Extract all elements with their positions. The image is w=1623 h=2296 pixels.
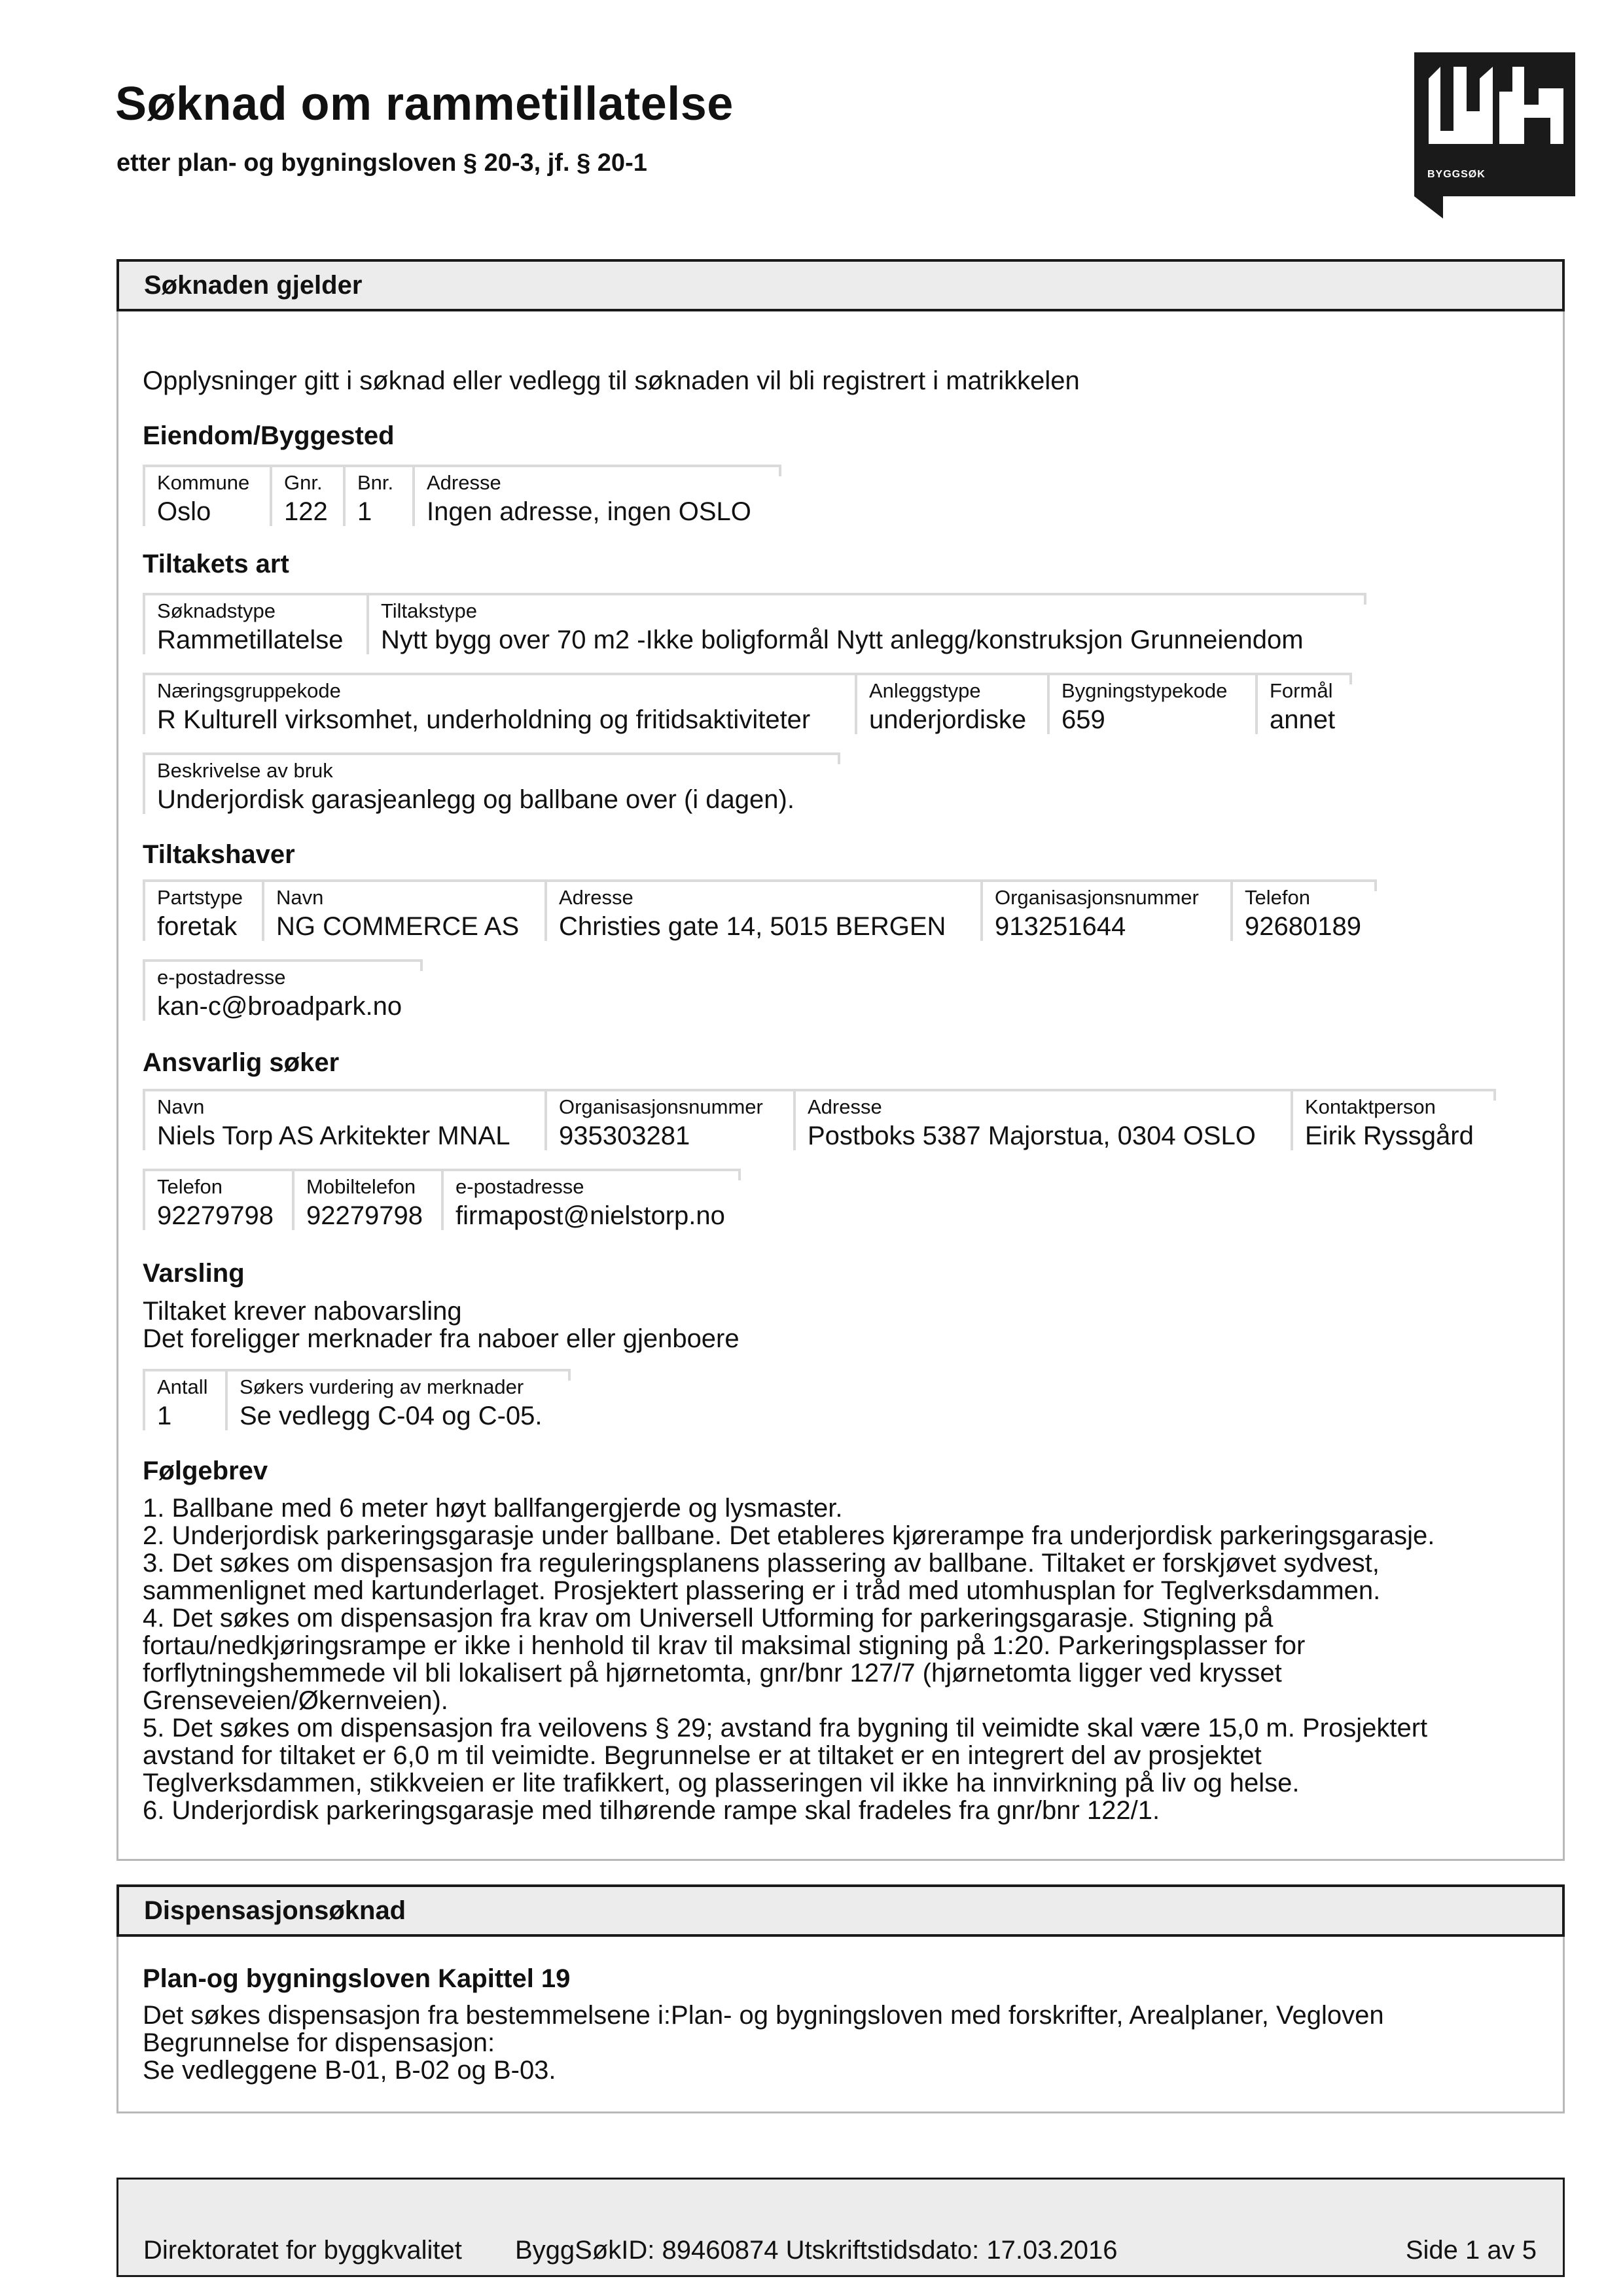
varsling-row xyxy=(143,1369,568,1430)
field-value: R Kulturell virksomhet, underholdning og fritidsaktiviteter xyxy=(157,705,811,734)
organisasjonsnummer-field xyxy=(544,1089,793,1150)
epost-field xyxy=(441,1169,738,1230)
bnr-field xyxy=(343,465,412,526)
field-value: Oslo xyxy=(157,497,211,526)
dispensasjon-line: Begrunnelse for dispensasjon: xyxy=(143,2028,495,2057)
sokers-vurdering-field xyxy=(225,1369,568,1430)
tiltakets-art-row xyxy=(143,593,1364,654)
field-value: foretak xyxy=(157,912,238,941)
eiendom-heading: Eiendom/Byggested xyxy=(143,421,395,450)
adresse-field xyxy=(412,465,779,526)
field-label: Bnr. xyxy=(357,471,394,494)
tiltakshaver-epost-row xyxy=(143,959,420,1021)
field-value: 122 xyxy=(284,497,328,526)
ansvarlig-row xyxy=(143,1089,1493,1150)
field-value: 1 xyxy=(157,1402,172,1430)
field-label: Kommune xyxy=(157,471,250,494)
tiltakets-art-heading: Tiltakets art xyxy=(143,550,289,578)
field-label: Formål xyxy=(1270,679,1333,702)
field-value: Postboks 5387 Majorstua, 0304 OSLO xyxy=(808,1122,1256,1150)
field-label: Søkers vurdering av merknader xyxy=(240,1375,524,1398)
kontaktperson-field xyxy=(1291,1089,1493,1150)
partstype-field xyxy=(143,879,262,941)
byggsok-logo xyxy=(1414,52,1575,196)
tiltakshaver-row xyxy=(143,879,1374,941)
document-title: Søknad om rammetillatelse xyxy=(115,78,734,130)
adresse-field xyxy=(793,1089,1291,1150)
field-label: Partstype xyxy=(157,886,243,909)
dispensasjon-subheading: Plan-og bygningsloven Kapittel 19 xyxy=(143,1964,571,1993)
field-label: Adresse xyxy=(427,471,501,494)
field-label: Anleggstype xyxy=(869,679,981,702)
gnr-field xyxy=(270,465,343,526)
varsling-heading: Varsling xyxy=(143,1259,245,1288)
field-value: 92680189 xyxy=(1245,912,1361,941)
footer-page-number: Side 1 av 5 xyxy=(1405,2236,1537,2265)
field-value: Christies gate 14, 5015 BERGEN xyxy=(559,912,946,941)
varsling-line: Tiltaket krever nabovarsling xyxy=(143,1297,462,1326)
folgebrev-line: sammenlignet med kartunderlaget. Prosjektert plassering er i tråd med utomhusplan for Teglverksdammen. xyxy=(143,1576,1381,1605)
section-heading: Søknaden gjelder xyxy=(116,259,1565,311)
naering-row xyxy=(143,673,1349,734)
telefon-field xyxy=(1230,879,1374,941)
folgebrev-line: avstand for tiltaket er 6,0 m til veimidte. Begrunnelse er at tiltaket er en integrert del av prosjektet xyxy=(143,1741,1262,1770)
field-value: 92279798 xyxy=(306,1201,423,1230)
varsling-line: Det foreligger merknader fra naboer eller gjenboere xyxy=(143,1324,740,1353)
field-label: Organisasjonsnummer xyxy=(559,1095,763,1118)
tiltakstype-field xyxy=(366,593,1364,654)
beskrivelse-av-bruk-field xyxy=(143,752,838,814)
soknadstype-field xyxy=(143,593,366,654)
formal-field xyxy=(1255,673,1349,734)
field-value: 1 xyxy=(357,497,372,526)
field-value: underjordiske xyxy=(869,705,1027,734)
field-value: Underjordisk garasjeanlegg og ballbane over (i dagen). xyxy=(157,785,794,814)
folgebrev-line: 6. Underjordisk parkeringsgarasje med tilhørende rampe skal fradeles fra gnr/bnr 122/1. xyxy=(143,1796,1160,1825)
logo-tail xyxy=(1414,196,1443,219)
field-label: Navn xyxy=(157,1095,205,1118)
field-value: Niels Torp AS Arkitekter MNAL xyxy=(157,1122,510,1150)
field-value: kan-c@broadpark.no xyxy=(157,992,402,1021)
field-label: Mobiltelefon xyxy=(306,1175,416,1198)
epost-field xyxy=(143,959,420,1021)
document-subtitle: etter plan- og bygningsloven § 20-3, jf. § 20-1 xyxy=(116,149,647,177)
navn-field xyxy=(262,879,544,941)
telefon-field xyxy=(143,1169,292,1230)
bygningstypekode-field xyxy=(1047,673,1255,734)
folgebrev-line: 3. Det søkes om dispensasjon fra reguleringsplanens plassering av ballbane. Tiltaket er forskjøvet sydvest, xyxy=(143,1549,1380,1578)
field-label: Telefon xyxy=(157,1175,223,1198)
field-value: 935303281 xyxy=(559,1122,690,1150)
field-value: Se vedlegg C-04 og C-05. xyxy=(240,1402,543,1430)
field-label: Bygningstypekode xyxy=(1061,679,1228,702)
folgebrev-line: Grenseveien/Økernveien). xyxy=(143,1686,448,1715)
folgebrev-line: 4. Det søkes om dispensasjon fra krav om Universell Utforming for parkeringsgarasje. Stigning på xyxy=(143,1604,1274,1633)
field-label: e-postadresse xyxy=(455,1175,584,1198)
field-value: Nytt bygg over 70 m2 -Ikke boligformål Nytt anlegg/konstruksjon Grunneiendom xyxy=(381,626,1304,654)
footer-org: Direktoratet for byggkvalitet xyxy=(143,2236,462,2265)
field-value: 659 xyxy=(1061,705,1105,734)
folgebrev-line: 5. Det søkes om dispensasjon fra veilovens § 29; avstand fra bygning til veimidte skal være 15,0 m. Prosjektert xyxy=(143,1714,1428,1742)
naeringsgruppekode-field xyxy=(143,673,855,734)
folgebrev-line: Teglverksdammen, stikkveien er lite trafikkert, og plasseringen vil ikke ha innvirkning på liv og helse. xyxy=(143,1769,1300,1797)
dispensasjon-line: Se vedleggene B-01, B-02 og B-03. xyxy=(143,2056,556,2085)
dispensasjon-line: Det søkes dispensasjon fra bestemmelsene i:Plan- og bygningsloven med forskrifter, Arealplaner, Vegloven xyxy=(143,2001,1384,2030)
field-label: e-postadresse xyxy=(157,966,286,989)
field-label: Organisasjonsnummer xyxy=(995,886,1199,909)
eiendom-row xyxy=(143,465,779,526)
field-value: NG COMMERCE AS xyxy=(276,912,520,941)
ansvarlig-soker-heading: Ansvarlig søker xyxy=(143,1048,340,1077)
tiltakshaver-heading: Tiltakshaver xyxy=(143,840,295,869)
folgebrev-line: forflytningshemmede vil bli lokalisert på hjørnetomta, gnr/bnr 127/7 (hjørnetomta ligger ved krysset xyxy=(143,1659,1282,1687)
field-value: firmapost@nielstorp.no xyxy=(455,1201,725,1230)
field-label: Tiltakstype xyxy=(381,599,478,622)
anleggstype-field xyxy=(855,673,1047,734)
intro-text: Opplysninger gitt i søknad eller vedlegg til søknaden vil bli registrert i matrikkelen xyxy=(143,366,1080,395)
folgebrev-line: fortau/nedkjøringsrampe er ikke i henhold til krav til maksimal stigning på 1:20. Parkeringsplasser for xyxy=(143,1631,1306,1660)
adresse-field xyxy=(544,879,980,941)
footer-byggsok-id: ByggSøkID: 89460874 Utskriftstidsdato: 17.03.2016 xyxy=(515,2236,1118,2265)
field-label: Adresse xyxy=(808,1095,882,1118)
page-footer xyxy=(116,2178,1565,2277)
field-label: Antall xyxy=(157,1375,208,1398)
logo-text: BYGGSØK xyxy=(1427,169,1486,180)
field-value: 92279798 xyxy=(157,1201,274,1230)
field-label: Gnr. xyxy=(284,471,323,494)
bruk-row xyxy=(143,752,838,814)
field-label: Kontaktperson xyxy=(1305,1095,1436,1118)
navn-field xyxy=(143,1089,544,1150)
organisasjonsnummer-field xyxy=(980,879,1230,941)
field-label: Navn xyxy=(276,886,324,909)
folgebrev-line: 2. Underjordisk parkeringsgarasje under ballbane. Det etableres kjørerampe fra underjordisk parkeringsgarasje. xyxy=(143,1521,1435,1550)
kommune-field xyxy=(143,465,270,526)
field-label: Adresse xyxy=(559,886,633,909)
ansvarlig-kontakt-row xyxy=(143,1169,738,1230)
folgebrev-line: 1. Ballbane med 6 meter høyt ballfangergjerde og lysmaster. xyxy=(143,1494,843,1523)
field-value: Rammetillatelse xyxy=(157,626,344,654)
folgebrev-heading: Følgebrev xyxy=(143,1457,268,1485)
field-value: Ingen adresse, ingen OSLO xyxy=(427,497,751,526)
field-value: annet xyxy=(1270,705,1336,734)
field-value: 913251644 xyxy=(995,912,1126,941)
field-label: Søknadstype xyxy=(157,599,276,622)
byggsok-logo-icon xyxy=(1414,52,1575,150)
field-value: Eirik Ryssgård xyxy=(1305,1122,1474,1150)
field-label: Næringsgruppekode xyxy=(157,679,341,702)
field-label: Beskrivelse av bruk xyxy=(157,759,333,782)
field-label: Telefon xyxy=(1245,886,1310,909)
section-heading: Dispensasjonsøknad xyxy=(116,1884,1565,1937)
mobiltelefon-field xyxy=(292,1169,441,1230)
antall-field xyxy=(143,1369,225,1430)
